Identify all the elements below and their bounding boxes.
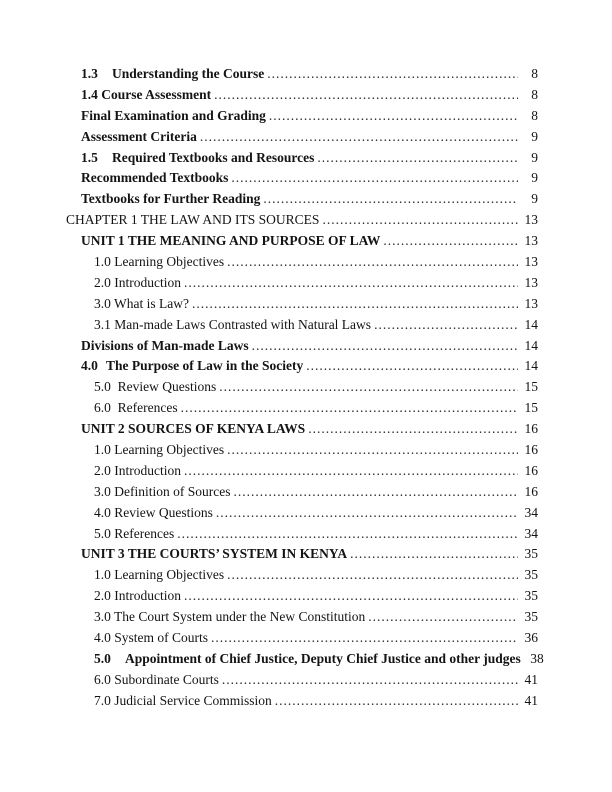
toc-entry[interactable] bbox=[0, 524, 612, 545]
toc-entry[interactable] bbox=[0, 85, 612, 106]
page-number: 36 bbox=[524, 630, 538, 646]
dot-leader bbox=[303, 356, 518, 377]
toc-entry[interactable] bbox=[0, 419, 612, 440]
page-number: 16 bbox=[524, 462, 538, 478]
toc-entry[interactable] bbox=[0, 628, 612, 649]
dot-leader bbox=[260, 189, 518, 210]
toc-entry[interactable] bbox=[0, 64, 612, 85]
toc-entry[interactable] bbox=[0, 377, 612, 398]
toc-entry-number: 1.3 bbox=[81, 66, 98, 81]
toc-entry-label: Textbooks for Further Reading bbox=[81, 191, 261, 207]
page-number: 16 bbox=[524, 442, 538, 458]
toc-entry-label: 7.0 Judicial Service Commission bbox=[94, 692, 272, 708]
toc-entry[interactable] bbox=[0, 252, 612, 273]
page-number: 13 bbox=[524, 212, 538, 228]
dot-leader bbox=[197, 127, 518, 148]
dot-leader bbox=[305, 419, 518, 440]
dot-leader bbox=[224, 440, 518, 461]
toc-entry[interactable] bbox=[0, 336, 612, 357]
toc-entry[interactable] bbox=[0, 544, 612, 565]
toc-entry[interactable] bbox=[0, 168, 612, 189]
toc-entry-label: 1.3 Understanding the Course bbox=[81, 64, 264, 85]
page-number: 35 bbox=[524, 609, 538, 625]
toc-entry-number: 1.5 bbox=[81, 149, 98, 165]
toc-entry[interactable] bbox=[0, 482, 612, 503]
toc-entry-label: UNIT 2 SOURCES OF KENYA LAWS bbox=[81, 421, 306, 437]
page-number: 8 bbox=[531, 107, 538, 123]
toc-entry-label: 1.5 Required Textbooks and Resources bbox=[81, 148, 314, 169]
page-number: 15 bbox=[524, 379, 538, 395]
toc-entry-label: 4.0 Review Questions bbox=[94, 504, 213, 520]
toc-entry-label: 3.1 Man-made Laws Contrasted with Natural Laws bbox=[94, 316, 372, 332]
toc-entry[interactable] bbox=[0, 148, 612, 169]
toc-entry-label: 1.4 Course Assessment bbox=[81, 86, 212, 102]
toc-entry[interactable] bbox=[0, 189, 612, 210]
dot-leader bbox=[314, 148, 518, 169]
page-number: 9 bbox=[531, 170, 538, 186]
page-number: 14 bbox=[524, 358, 538, 374]
dot-leader bbox=[213, 503, 518, 524]
dot-leader bbox=[365, 607, 518, 628]
page-number: 35 bbox=[524, 588, 538, 604]
page-number: 9 bbox=[531, 191, 538, 207]
toc-entry-label: 5.0 Appointment of Chief Justice, Deputy Chief Justice and other judges bbox=[94, 649, 521, 670]
page-number: 13 bbox=[524, 274, 538, 290]
toc-entry-label: 3.0 The Court System under the New Constitution bbox=[94, 609, 366, 625]
toc-entry[interactable] bbox=[0, 231, 612, 252]
page-number: 14 bbox=[524, 337, 538, 353]
dot-leader bbox=[371, 315, 518, 336]
page-number: 9 bbox=[531, 128, 538, 144]
toc-entry-label: 3.0 Definition of Sources bbox=[94, 483, 231, 499]
toc-entry-label: 1.0 Learning Objectives bbox=[94, 567, 225, 583]
dot-leader bbox=[266, 106, 518, 127]
toc-entry[interactable] bbox=[0, 607, 612, 628]
toc-entry[interactable] bbox=[0, 565, 612, 586]
toc-entry-label: Recommended Textbooks bbox=[81, 170, 229, 186]
dot-leader bbox=[208, 628, 518, 649]
dot-leader bbox=[216, 377, 518, 398]
page-number: 9 bbox=[531, 149, 538, 165]
dot-leader bbox=[224, 252, 518, 273]
toc-entry[interactable] bbox=[0, 586, 612, 607]
dot-leader bbox=[319, 210, 518, 231]
dot-leader bbox=[181, 273, 518, 294]
toc-entry-label: 5.0 References bbox=[94, 525, 175, 541]
toc-entry-label: Divisions of Man-made Laws bbox=[81, 337, 249, 353]
toc-entry-number: 4.0 bbox=[81, 358, 98, 374]
toc-entry-label: 4.0 System of Courts bbox=[94, 630, 209, 646]
toc-entry-label: 3.0 What is Law? bbox=[94, 295, 189, 311]
toc-entry-label: 6.0 References bbox=[94, 400, 178, 416]
page-number: 15 bbox=[524, 400, 538, 416]
dot-leader bbox=[219, 670, 518, 691]
dot-leader bbox=[228, 168, 518, 189]
toc-entry[interactable] bbox=[0, 294, 612, 315]
toc-entry-label: 1.0 Learning Objectives bbox=[94, 442, 225, 458]
toc-entry[interactable] bbox=[0, 398, 612, 419]
page-number: 41 bbox=[524, 671, 538, 687]
toc-entry-label: 6.0 Subordinate Courts bbox=[94, 671, 219, 687]
page-number: 13 bbox=[524, 254, 538, 270]
dot-leader bbox=[347, 544, 518, 565]
dot-leader bbox=[189, 294, 518, 315]
toc-entry-label: CHAPTER 1 THE LAW AND ITS SOURCES bbox=[66, 212, 320, 228]
dot-leader bbox=[211, 85, 518, 106]
dot-leader bbox=[181, 586, 518, 607]
page-number: 16 bbox=[524, 483, 538, 499]
page-number: 14 bbox=[524, 316, 538, 332]
toc-entry-label: 2.0 Introduction bbox=[94, 274, 181, 290]
toc-entry-label: 4.0 The Purpose of Law in the Society bbox=[81, 356, 303, 377]
page-number: 41 bbox=[524, 692, 538, 708]
toc-entry[interactable] bbox=[0, 503, 612, 524]
dot-leader bbox=[264, 64, 518, 85]
dot-leader bbox=[178, 398, 518, 419]
toc-entry-number: 5.0 bbox=[94, 650, 111, 666]
page-number: 35 bbox=[524, 546, 538, 562]
toc-entry[interactable] bbox=[0, 670, 612, 691]
toc-list bbox=[0, 64, 612, 712]
toc-entry-label: UNIT 1 THE MEANING AND PURPOSE OF LAW bbox=[81, 233, 381, 249]
toc-entry-label: 2.0 Introduction bbox=[94, 588, 181, 604]
page-number: 38 bbox=[530, 650, 544, 666]
toc-entry[interactable] bbox=[0, 691, 612, 712]
page-number: 34 bbox=[524, 525, 538, 541]
toc-entry-label: 1.0 Learning Objectives bbox=[94, 254, 225, 270]
dot-leader bbox=[181, 461, 518, 482]
page-number: 8 bbox=[531, 86, 538, 102]
toc-entry-label: 2.0 Introduction bbox=[94, 462, 181, 478]
toc-entry[interactable] bbox=[0, 315, 612, 336]
toc-entry[interactable] bbox=[0, 273, 612, 294]
toc-entry[interactable] bbox=[0, 356, 612, 377]
toc-entry-label: Final Examination and Grading bbox=[81, 107, 266, 123]
toc-entry[interactable] bbox=[0, 649, 612, 670]
page-number: 34 bbox=[524, 504, 538, 520]
dot-leader bbox=[224, 565, 518, 586]
page-number: 35 bbox=[524, 567, 538, 583]
dot-leader bbox=[272, 691, 518, 712]
page-number: 13 bbox=[524, 295, 538, 311]
dot-leader bbox=[249, 336, 518, 357]
toc-entry-label: Assessment Criteria bbox=[81, 128, 197, 144]
toc-entry-label: 5.0 Review Questions bbox=[94, 379, 217, 395]
toc-entry[interactable] bbox=[0, 210, 612, 231]
toc-entry[interactable] bbox=[0, 127, 612, 148]
dot-leader bbox=[174, 524, 518, 545]
toc-entry-label: UNIT 3 THE COURTS’ SYSTEM IN KENYA bbox=[81, 546, 348, 562]
page-number: 16 bbox=[524, 421, 538, 437]
page-number: 8 bbox=[531, 66, 538, 81]
dot-leader bbox=[380, 231, 518, 252]
toc-entry[interactable] bbox=[0, 461, 612, 482]
page-number: 13 bbox=[524, 233, 538, 249]
toc-entry[interactable] bbox=[0, 440, 612, 461]
toc-entry[interactable] bbox=[0, 106, 612, 127]
dot-leader bbox=[230, 482, 518, 503]
